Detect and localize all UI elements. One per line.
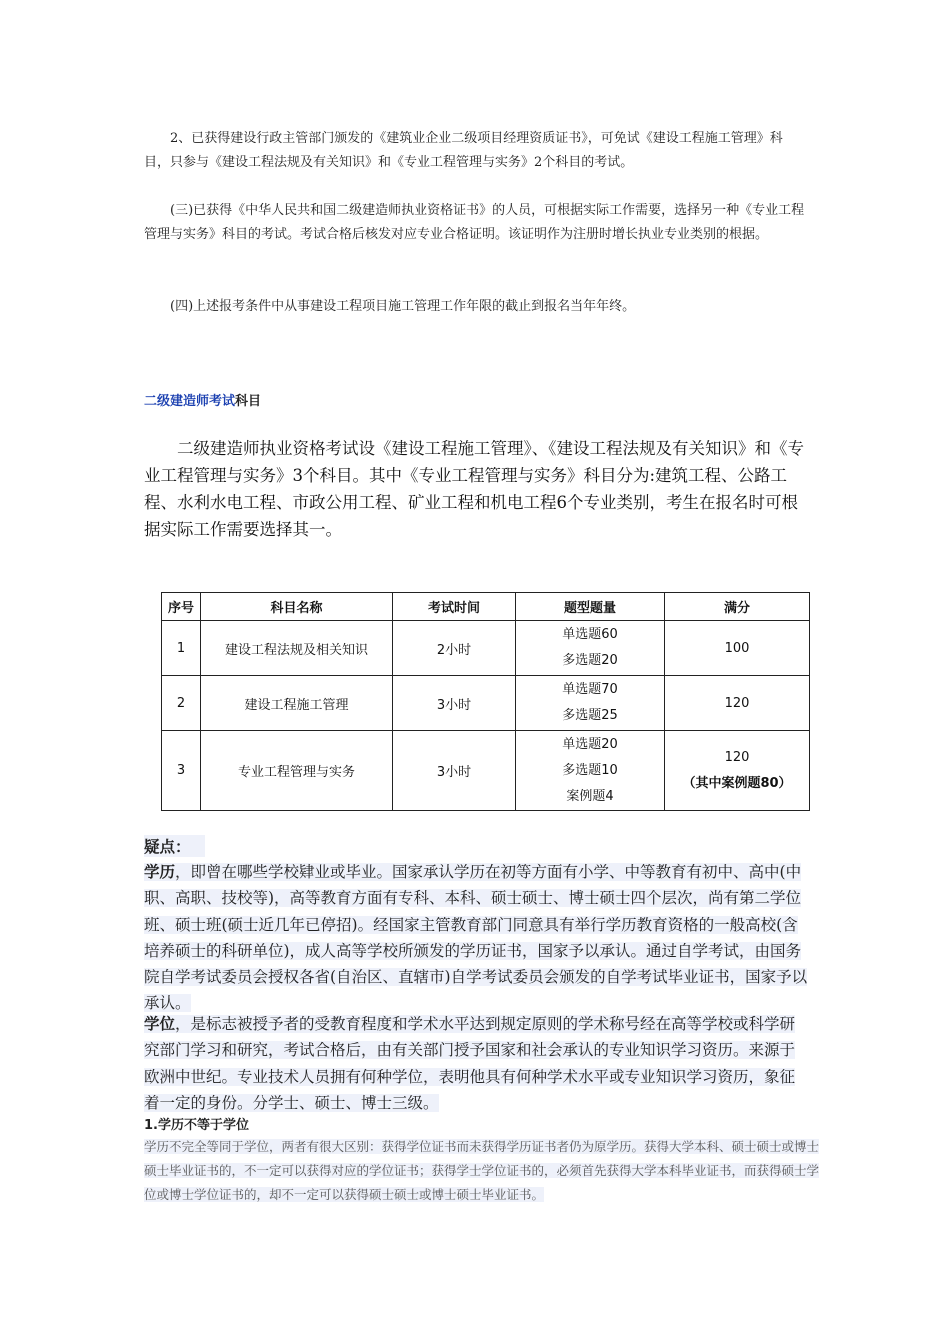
- sub-heading: 1.学历不等于学位: [144, 1118, 249, 1133]
- exam-subjects-table-wrap: [161, 592, 810, 811]
- intro-paragraph: 二级建造师执业资格考试设《建设工程施工管理》、《建设工程法规及有关知识》和《专业工程管理与实务》3个科目。其中《专业工程管理与实务》科目分为:建筑工程、公路工程、水利水电工程、市政公用工程、矿业工程和机电工程6个专业类别，考生在报名时可根据实际工作需要选择其一。: [144, 439, 804, 539]
- exam-subjects-table: [161, 592, 810, 811]
- cell-questions: [516, 676, 665, 731]
- cell-subject: 专业工程管理与实务: [201, 731, 393, 811]
- header-subject: 科目名称: [201, 593, 393, 621]
- question-type: 单选题20: [562, 736, 618, 752]
- question-type: 案例题4: [566, 788, 614, 804]
- table-header-row: [162, 593, 810, 621]
- doubts-heading: 疑点：: [144, 835, 205, 857]
- cell-subject: 建设工程法规及相关知识: [201, 621, 393, 676]
- paragraph-exemption: 2、已获得建设行政主管部门颁发的《建筑业企业二级项目经理资质证书》，可免试《建设工程施工管理》科目，只参与《建设工程法规及有关知识》和《专业工程管理与实务》2个科目的考试。: [144, 131, 783, 170]
- cell-questions: [516, 621, 665, 676]
- xuewei-term: 学位: [144, 1014, 176, 1033]
- score-note: （其中案例题80）: [682, 775, 792, 791]
- header-time: 考试时间: [393, 593, 516, 621]
- cell-no: 3: [162, 731, 201, 811]
- cell-time: 3小时: [393, 676, 516, 731]
- question-type: 单选题70: [562, 682, 618, 697]
- table-row: [162, 621, 810, 676]
- question-type: 单选题60: [562, 627, 618, 642]
- xuewei-text: ，是标志被授予者的受教育程度和学术水平达到规定原则的学术称号经在高等学校或科学研究部门学习和研究，考试合格后，由有关部门授予国家和社会承认的专业知识学习资历。来源于欧洲中世纪。专业技术人员拥有何种学位，表明他具有何种学术水平或专业知识学习资历，象征着一定的身份。分学士、硕士、博士三级。: [144, 1015, 796, 1112]
- cell-subject: 建设工程施工管理: [201, 676, 393, 731]
- header-questions: 题型题量: [516, 593, 665, 621]
- xueli-text: ，即曾在哪些学校肄业或毕业。国家承认学历在初等方面有小学、中等教育有初中、高中(中职、高职、技校等)，高等教育方面有专科、本科、硕士硕士、博士硕士四个层次，尚有第二学位班、硕士班(硕士近几年已停招)。经国家主管教育部门同意具有举行学历教育资格的一般高校(含培养硕士的科研单位)，成人高等学校所颁发的学历证书，国家予以承认。通过自学考试，由国务院自学考试委员会授权各省(自治区、直辖市)自学考试委员会颁发的自学考试毕业证书，国家予以承认。: [144, 863, 808, 1013]
- section-title-link[interactable]: 二级建造师考试: [144, 394, 236, 409]
- cell-no: 1: [162, 621, 201, 676]
- score-value: 120: [724, 749, 750, 765]
- cell-score: 120: [665, 676, 810, 731]
- table-row: [162, 731, 810, 811]
- xueli-term: 学历: [144, 862, 176, 881]
- xueli-paragraph: [144, 859, 808, 1017]
- question-type: 多选题20: [562, 653, 618, 668]
- xuewei-paragraph: [144, 1011, 808, 1116]
- difference-paragraph: [144, 1135, 824, 1207]
- section-title-rest: 科目: [235, 394, 262, 409]
- paragraph-deadline: (四)上述报考条件中从事建设工程项目施工管理工作年限的截止到报名当年年终。: [170, 299, 636, 314]
- paragraph-additional-specialty: (三)已获得《中华人民共和国二级建造师执业资格证书》的人员，可根据实际工作需要，选择另一种《专业工程管理与实务》科目的考试。考试合格后核发对应专业合格证明。该证明作为注册时增长执业专业类别的根据。: [144, 203, 805, 242]
- cell-questions: [516, 731, 665, 811]
- cell-time: 3小时: [393, 731, 516, 811]
- header-no: 序号: [162, 593, 201, 621]
- cell-time: 2小时: [393, 621, 516, 676]
- question-type: 多选题10: [562, 762, 618, 778]
- cell-score: 100: [665, 621, 810, 676]
- table-row: [162, 676, 810, 731]
- difference-text: 学历不完全等同于学位，两者有很大区别：获得学位证书而未获得学历证书者仍为原学历。获得大学本科、硕士硕士或博士硕士毕业证书的，不一定可以获得对应的学位证书；获得学士学位证书的，必须首先获得大学本科毕业证书，而获得硕士学位或博士学位证书的，却不一定可以获得硕士硕士或博士硕士毕业证书。: [144, 1139, 820, 1202]
- question-type: 多选题25: [562, 708, 618, 723]
- cell-no: 2: [162, 676, 201, 731]
- header-score: 满分: [665, 593, 810, 621]
- section-title: [144, 390, 261, 409]
- cell-score: [665, 731, 810, 811]
